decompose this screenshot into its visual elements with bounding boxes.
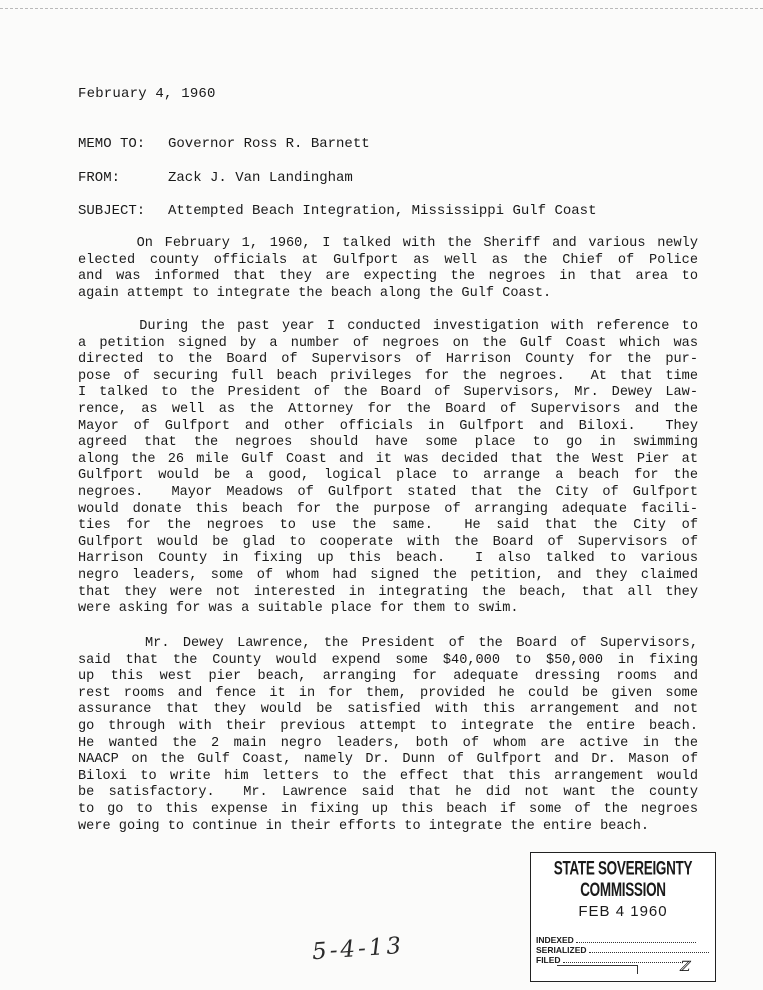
- body-line: to go to this expense in fixing up this beach if some of the negroes: [78, 801, 698, 817]
- body-line: ties for the negroes to use the same. He said that the City of: [78, 518, 698, 534]
- memo-date: February 4, 1960: [78, 86, 216, 102]
- memo-from-row: [78, 170, 353, 186]
- memo-subject-value: Attempted Beach Integration, Mississippi Gulf Coast: [168, 203, 597, 219]
- body-line: said that the County would expend some $40,000 to $50,000 in fixing: [78, 652, 698, 668]
- stamp-date: FEB 4 1960: [578, 903, 668, 920]
- stamp-bar: [557, 965, 638, 974]
- body-line: go through with their previous attempt to integrate the entire beach.: [78, 718, 698, 734]
- memo-to-row: [78, 136, 370, 152]
- body-line: along the 26 mile Gulf Coast and it was decided that the West Pier at: [78, 451, 698, 467]
- body-line: Gulfport would be a good, logical place to arrange a beach for the: [78, 468, 698, 484]
- body-line: pose of securing full beach privileges for the negroes. At that time: [78, 368, 698, 384]
- body-line: Biloxi to write him letters to the effect that this arrangement would: [78, 768, 698, 784]
- memo-subject-label: SUBJECT:: [78, 203, 146, 219]
- body-line: agreed that the negroes should have some place to go in swimming: [78, 435, 698, 451]
- body-line: were going to continue in their efforts to integrate the entire beach.: [78, 818, 650, 834]
- received-stamp: [530, 852, 716, 982]
- body-line: I talked to the President of the Board of Supervisors, Mr. Dewey Law-: [78, 385, 698, 401]
- paragraph-2: [78, 319, 698, 618]
- body-line: negro leaders, some of whom had signed the petition, and they claimed: [78, 567, 698, 583]
- stamp-serialized: [536, 945, 712, 955]
- body-line: He wanted the 2 main negro leaders, both of whom are active in the: [78, 735, 698, 751]
- body-line: again attempt to integrate the beach along the Gulf Coast.: [78, 285, 552, 301]
- body-line: were asking for was a suitable place for them to swim.: [78, 601, 519, 617]
- memo-to-label: MEMO TO:: [78, 136, 146, 152]
- body-line: be satisfactory. Mr. Lawrence said that he did not want the county: [78, 785, 698, 801]
- body-line: directed to the Board of Supervisors of Harrison County for the pur-: [78, 352, 698, 368]
- stamp-indexed-label: INDEXED: [536, 935, 574, 945]
- body-line: that they were not interested in integrating the beach, that all they: [78, 584, 698, 600]
- body-line: NAACP on the Gulf Coast, namely Dr. Dunn of Gulfport and Dr. Mason of: [78, 752, 698, 768]
- body-line: rest rooms and fence it in for them, provided he could be given some: [78, 685, 698, 701]
- handwritten-file-number: 5-4-13: [311, 932, 405, 966]
- body-line: negroes. Mayor Meadows of Gulfport stated that the City of Gulfport: [78, 484, 698, 500]
- memo-from-label: FROM:: [78, 170, 121, 186]
- body-line: rence, as well as the Attorney for the Board of Supervisors and the: [78, 401, 698, 417]
- body-line: Gulfport would be glad to cooperate with the Board of Supervisors of: [78, 534, 698, 550]
- body-line: On February 1, 1960, I talked with the Sheriff and various newly: [78, 236, 698, 251]
- body-line: and was informed that they are expecting the negroes in that area to: [78, 269, 698, 285]
- memo-from-value: Zack J. Van Landingham: [168, 170, 353, 186]
- stamp-serialized-label: SERIALIZED: [536, 945, 587, 955]
- memo-subject-row: [78, 203, 596, 219]
- body-line: a petition signed by a number of negroes on the Gulf Coast which was: [78, 335, 698, 351]
- body-line: Mr. Dewey Lawrence, the President of the Board of Supervisors,: [78, 636, 698, 651]
- body-line: assurance that they would be satisfied with this arrangement and not: [78, 702, 698, 718]
- body-line: During the past year I conducted investigation with reference to: [78, 319, 698, 334]
- stamp-indexed: [536, 935, 712, 945]
- body-line: Harrison County in fixing up this beach. I also talked to various: [78, 551, 698, 567]
- stamp-header: STATE SOVEREIGNTY COMMISSION: [553, 857, 693, 901]
- paragraph-1: [78, 236, 698, 302]
- stamp-initials-mark: ℤ: [679, 959, 690, 975]
- body-line: would donate this beach for the purpose of arranging adequate facili-: [78, 501, 698, 517]
- body-line: elected county officials at Gulfport as well as the Chief of Police: [78, 252, 698, 268]
- body-line: up this west pier beach, arranging for adequate dressing rooms and: [78, 669, 698, 685]
- top-perforation: [0, 0, 763, 9]
- paragraph-3: [78, 636, 698, 835]
- memo-to-value: Governor Ross R. Barnett: [168, 136, 370, 152]
- stamp-filed-label: FILED: [536, 955, 561, 965]
- body-line: Mayor of Gulfport and other officials in Gulfport and Biloxi. They: [78, 418, 698, 434]
